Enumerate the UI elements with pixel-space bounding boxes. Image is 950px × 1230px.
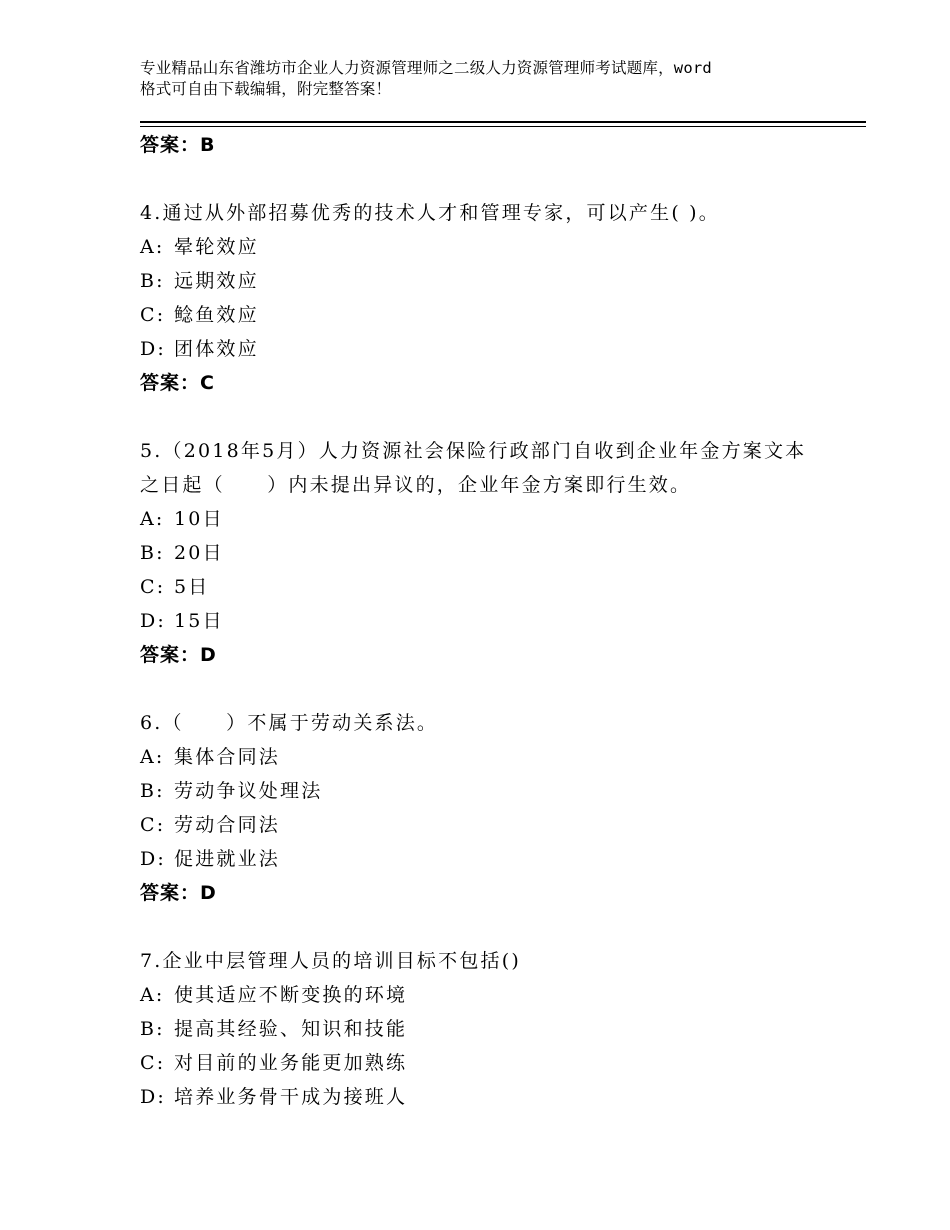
question-item [140,196,820,400]
option-text: 劳动合同法 [174,814,281,836]
answer-line: 答案：D [140,644,217,666]
answer-line: 答案：C [140,372,215,394]
question-option [140,740,820,774]
option-label: A: [140,236,165,258]
question-stem: 5.（2018年5月）人力资源社会保险行政部门自收到企业年金方案文本之日起（ ）内未提出异议的，企业年金方案即行生效。 [140,440,807,496]
option-label: B: [140,1018,165,1040]
question-option [140,332,820,366]
question-option [140,808,820,842]
header-text-line-1: 专业精品山东省潍坊市企业人力资源管理师之二级人力资源管理师考试题库，word [140,59,712,77]
question-option [140,536,820,570]
question-item [140,434,820,672]
option-label: A: [140,984,165,1006]
option-text: 使其适应不断变换的环境 [174,984,408,1006]
header-divider-thin [140,126,866,127]
option-text: 集体合同法 [174,746,281,768]
question-option [140,978,820,1012]
page-header [140,58,840,100]
question-option [140,264,820,298]
question-item [140,706,820,910]
option-label: B: [140,270,165,292]
option-label: C: [140,1052,166,1074]
question-stem: 6.（ ）不属于劳动关系法。 [140,712,439,734]
question-option [140,1046,820,1080]
option-label: C: [140,304,166,326]
question-option [140,502,820,536]
header-text-line-2: 格式可自由下载编辑，附完整答案！ [140,80,392,98]
option-label: D: [140,1086,167,1108]
question-option [140,604,820,638]
question-option [140,1012,820,1046]
question-option [140,1080,820,1114]
option-text: 培养业务骨干成为接班人 [174,1086,408,1108]
option-label: B: [140,780,165,802]
option-text: 晕轮效应 [174,236,259,258]
question-item [140,944,820,1114]
option-label: D: [140,610,167,632]
question-option [140,298,820,332]
option-label: D: [140,848,167,870]
question-stem: 4.通过从外部招募优秀的技术人才和管理专家，可以产生( )。 [140,202,720,224]
option-text: 20日 [174,542,224,564]
question-option [140,774,820,808]
option-label: B: [140,542,165,564]
option-label: C: [140,576,166,598]
document-body [140,128,820,1114]
option-text: 提高其经验、知识和技能 [174,1018,408,1040]
option-text: 5日 [174,576,210,598]
option-label: D: [140,338,167,360]
option-text: 对目前的业务能更加熟练 [174,1052,408,1074]
option-text: 15日 [174,610,224,632]
answer-line: 答案：D [140,882,217,904]
question-option [140,842,820,876]
option-text: 促进就业法 [174,848,281,870]
option-text: 远期效应 [174,270,259,292]
question-stem: 7.企业中层管理人员的培训目标不包括() [140,950,521,972]
question-option [140,570,820,604]
option-text: 10日 [174,508,224,530]
option-label: C: [140,814,166,836]
header-divider-thick [140,121,866,123]
option-text: 鲶鱼效应 [174,304,259,326]
option-text: 劳动争议处理法 [174,780,323,802]
option-label: A: [140,508,165,530]
option-text: 团体效应 [174,338,259,360]
answer-line: 答案：B [140,134,216,156]
option-label: A: [140,746,165,768]
question-option [140,230,820,264]
